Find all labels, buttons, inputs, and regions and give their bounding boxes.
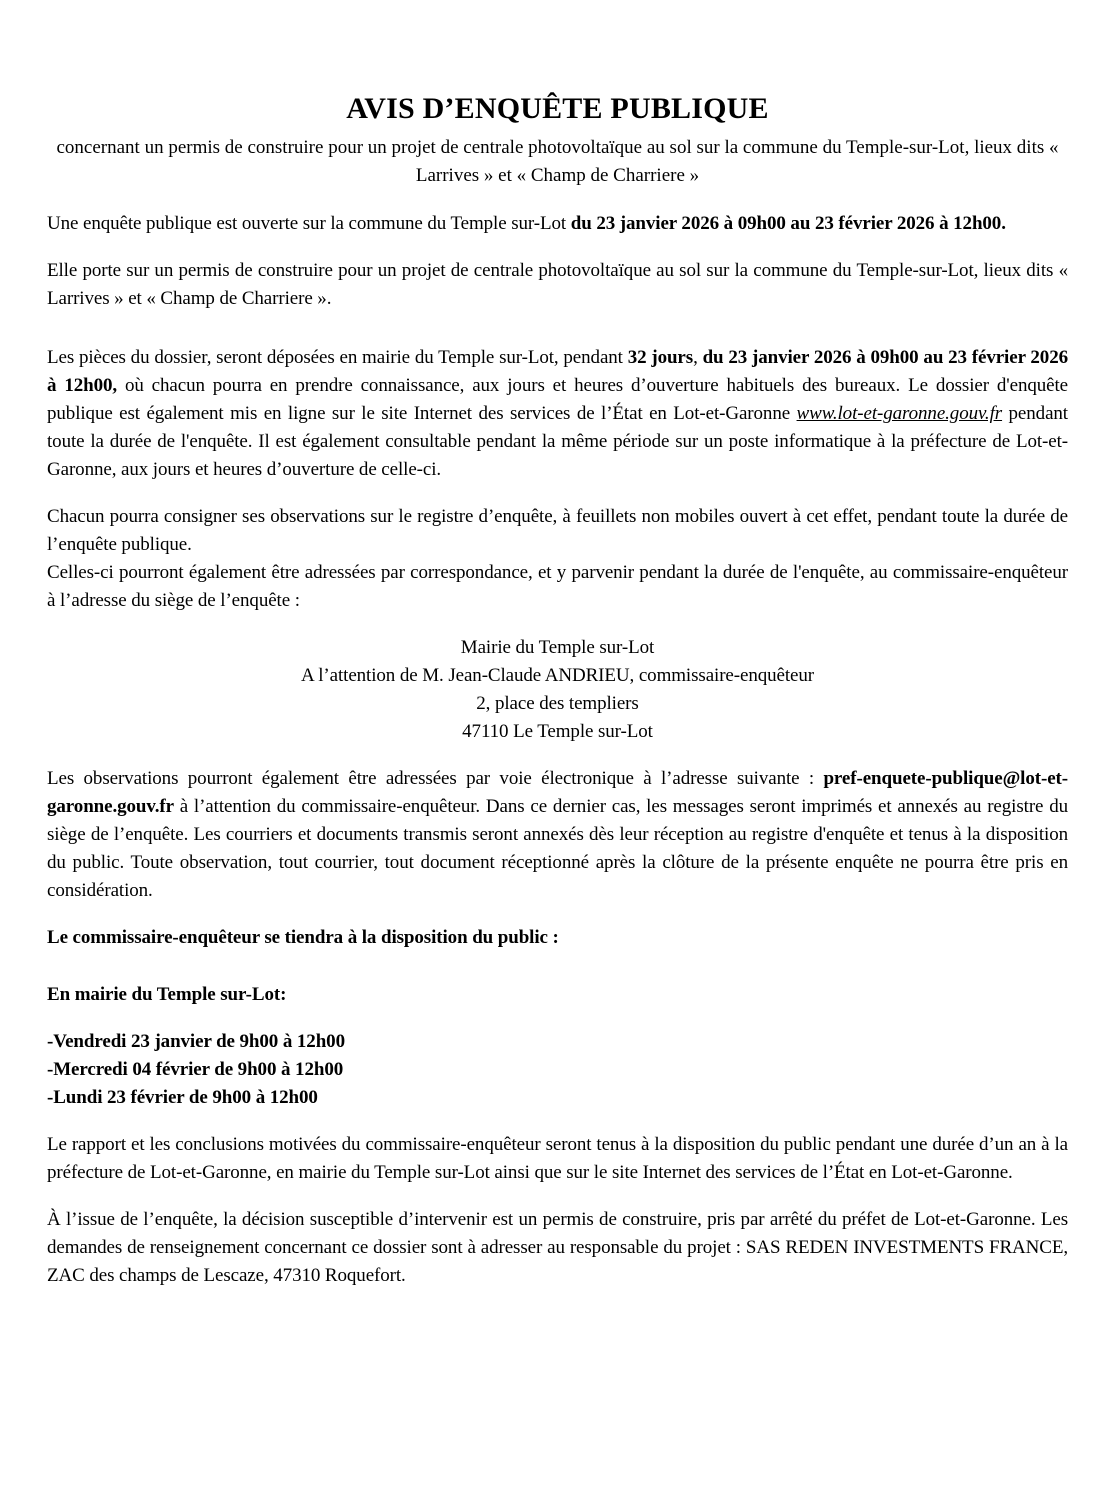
electronic-observations-paragraph (47, 765, 1068, 905)
text-run: Chacun pourra consigner ses observations sur le registre d’enquête, à feuillets non mobiles ouvert à cet effet, pendant toute la durée de l’enquête publique. (47, 506, 1068, 555)
text-run: où chacun pourra en prendre connaissance, aux jours et heures d’ouverture habituels des bureaux. Le dossier d'enquête publique est également mis en ligne sur le site Internet des services de l’État en Lot-et-Garonne (47, 375, 1068, 424)
text-run: À l’issue de l’enquête, la décision susceptible d’intervenir est un permis de construire, pris par arrêté du préfet de Lot-et-Garonne. Les demandes de renseignement concernant ce dossier sont à adresser au responsable du projet : SAS REDEN INVESTMENTS FRANCE, ZAC des champs de Lescaze, 47310 Roquefort. (47, 1209, 1068, 1286)
text-run: , (693, 347, 703, 368)
text-run: du 23 janvier 2026 à 09h00 au 23 février 2026 à 12h00. (570, 213, 1006, 234)
text-run: Elle porte sur un permis de construire pour un projet de centrale photovoltaïque au sol sur la commune du Temple-sur-Lot, lieux dits « Larrives » et « Champ de Charriere ». (47, 260, 1068, 309)
text-run: Le rapport et les conclusions motivées du commissaire-enquêteur seront tenus à la disposition du public pendant une durée d’un an à la préfecture de Lot-et-Garonne, en mairie du Temple sur-Lot ainsi que sur le site Internet des services de l’État en Lot-et-Garonne. (47, 1134, 1068, 1183)
dossier-consultation-paragraph (47, 344, 1068, 484)
text-run: A l’attention de M. Jean-Claude ANDRIEU, commissaire-enquêteur (301, 665, 814, 686)
scope-paragraph (47, 257, 1068, 313)
text-run: Les pièces du dossier, seront déposées en mairie du Temple sur-Lot, pendant (47, 347, 628, 368)
text-run: -Vendredi 23 janvier de 9h00 à 12h00 (47, 1031, 345, 1052)
text-run: à l’attention du commissaire-enquêteur. Dans ce dernier cas, les messages seront imprimés et annexés au registre du siège de l’enquête. Les courriers et documents transmis seront annexés dès leur réception au registre d'enquête et tenus à la disposition du public. Toute observation, tout courrier, tout document réceptionné après la clôture de la présente enquête ne pourra être pris en considération. (47, 796, 1068, 901)
notice-title: AVIS D’ENQUÊTE PUBLIQUE (346, 92, 769, 125)
website-link[interactable]: www.lot-et-garonne.gouv.fr (796, 403, 1003, 424)
report-conclusions-paragraph (47, 1131, 1068, 1187)
final-decision-paragraph (47, 1206, 1068, 1290)
text-run: Une enquête publique est ouverte sur la commune du Temple sur-Lot (47, 213, 571, 234)
notice-subtitle: concernant un permis de construire pour un projet de centrale photovoltaïque au sol sur la commune du Temple-sur-Lot, lieux dits « Larrives » et « Champ de Charriere » (56, 137, 1059, 186)
inquiry-address-block (47, 634, 1068, 746)
text-run: Celles-ci pourront également être adressées par correspondance, et y parvenir pendant la durée de l'enquête, au commissaire-enquêteur à l’adresse du siège de l’enquête : (47, 562, 1068, 611)
text-run: du 23 janvier 2026 à 09h00 au 23 février 2026 à 12h00, (47, 347, 1068, 396)
text-run: Le commissaire-enquêteur se tiendra à la disposition du public : (47, 927, 559, 948)
text-run: Mairie du Temple sur-Lot (460, 637, 655, 658)
text-run: -Mercredi 04 février de 9h00 à 12h00 (47, 1059, 344, 1080)
commissioner-availability-heading (47, 924, 1068, 952)
availability-dates (47, 1028, 1068, 1112)
document-body (47, 210, 1068, 1290)
text-run: Les observations pourront également être adressées par voie électronique à l’adresse suivante : (47, 768, 824, 789)
town-hall-heading (47, 981, 1068, 1009)
text-run: 2, place des templiers (476, 693, 639, 714)
text-run: 47110 Le Temple sur-Lot (462, 721, 653, 742)
email-address: pref-enquete-publique@lot-et-garonne.gouv.fr (47, 768, 1068, 817)
opening-paragraph (47, 210, 1068, 238)
text-run: 32 jours (627, 347, 694, 368)
text-run: -Lundi 23 février de 9h00 à 12h00 (47, 1087, 318, 1108)
observations-register-paragraph (47, 503, 1068, 615)
text-run: En mairie du Temple sur-Lot: (47, 984, 287, 1005)
text-run: pendant toute la durée de l'enquête. Il est également consultable pendant la même période sur un poste informatique à la préfecture de Lot-et-Garonne, aux jours et heures d’ouverture de celle-ci. (47, 403, 1068, 480)
